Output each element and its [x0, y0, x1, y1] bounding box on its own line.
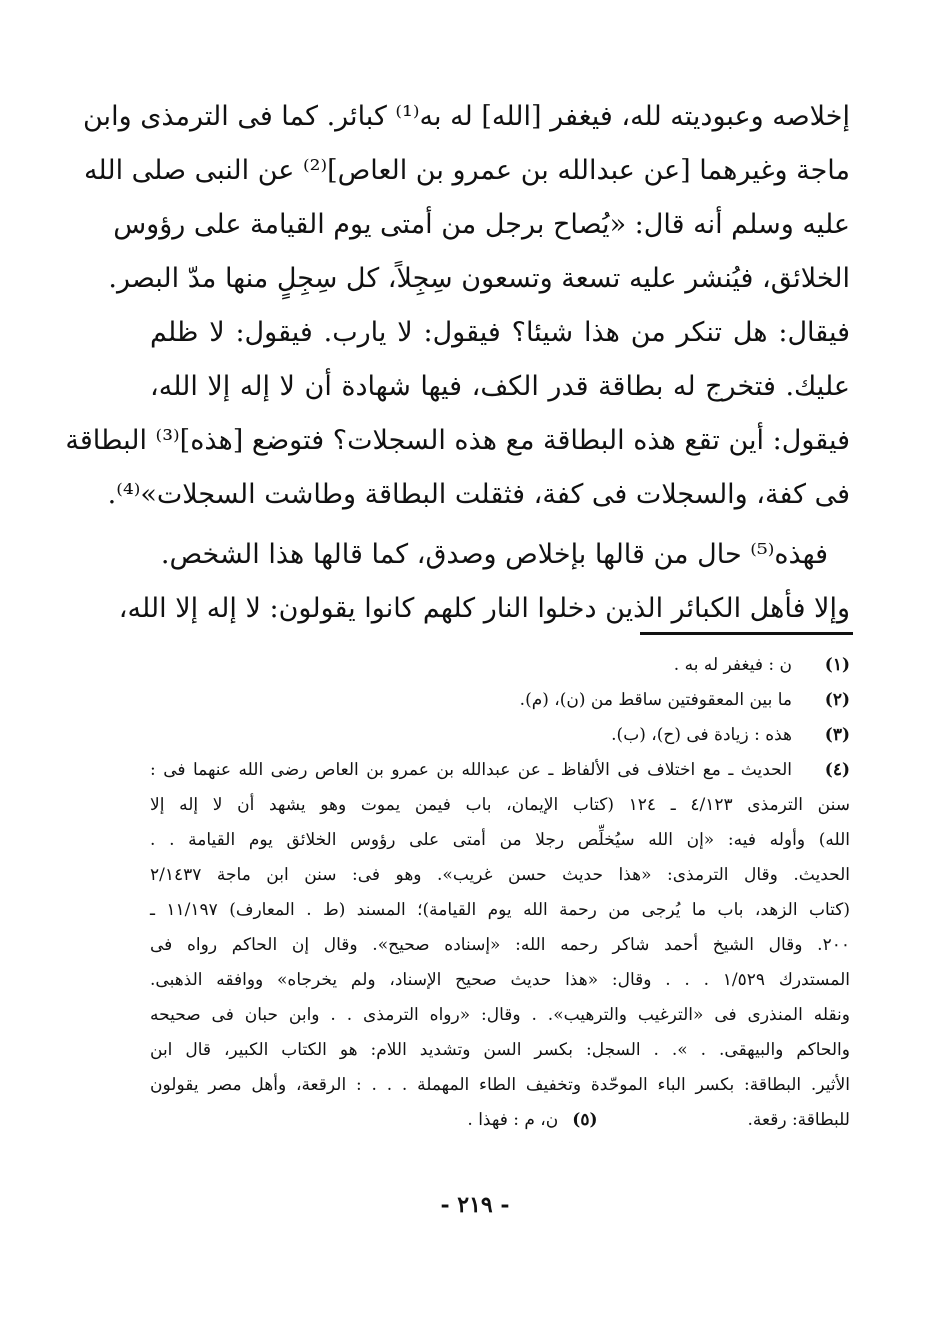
footnote-4-line: المستدرك ١/٥٢٩ . . . وقال: «هذا حديث صحيح الإسناد، ولم يخرجاه» ووافقه الذهبى.: [150, 970, 850, 990]
footnote-4-line: ٢٠٠. وقال الشيخ أحمد شاكر رحمه الله: «إسناده صحيح». وقال إن الحاكم رواه فى: [150, 935, 850, 955]
footnote-separator: [640, 632, 853, 635]
footnote-number: (٣): [824, 725, 850, 745]
footnote-2: [150, 683, 850, 718]
footnote-text: ما بين المعقوفتين ساقط من (ن)، (م).: [519, 690, 792, 710]
footnote-number: (٢): [824, 690, 850, 710]
footnote-4-line: الأثير. البطاقة: بكسر الباء الموحّدة وتخفيف الطاء المهملة . . . : الرقعة، وأهل مصر يقولون: [150, 1075, 850, 1095]
text-line: فيقال: هل تنكر من هذا شيئا؟ فيقول: لا يارب. فيقول: لا ظلم: [150, 317, 850, 348]
footnote-4-last-and-5: [150, 1103, 850, 1138]
footnote-4-line: سنن الترمذى ٤/١٢٣ ـ ١٢٤ (كتاب الإيمان، باب فيمن يموت وهو يشهد أن لا إله إلا: [150, 795, 850, 815]
paragraph-start-line: [150, 528, 850, 582]
text-line: عليه وسلم أنه قال: «يُصاح برجل من أمتى يوم القيامة على رؤوس: [113, 209, 850, 240]
text-line: وإلا فأهل الكبائر الذين دخلوا النار كلهم كانوا يقولون: لا إله إلا الله،: [118, 593, 850, 624]
page-number: - ٢١٩ -: [440, 1192, 510, 1218]
footnote-4-line: والحاكم والبيهقى. . ». . السجل: بكسر السن وتشديد اللام: هو الكتاب الكبير، قال ابن: [150, 1040, 850, 1060]
footnote-3: [150, 718, 850, 753]
footnote-4-line: الله) وأوله فيه: «إن الله سيُخلِّص رجلا من أمتى على رؤوس الخلائق يوم القيامة . .: [150, 830, 850, 850]
text-line: فيقول: أين تقع هذه البطاقة مع هذه السجلات؟ فتوضع [هذه]⁽³⁾ البطاقة: [65, 425, 850, 456]
text-line: عليك. فتخرج له بطاقة قدر الكف، فيها شهادة أن لا إله إلا الله،: [150, 371, 850, 402]
footnote-4-line: للبطاقة: رقعة.: [747, 1110, 850, 1130]
footnote-text: الحديث ـ مع اختلاف فى الألفاظ ـ عن عبدالله بن عمرو بن العاص رضى الله عنهما فى :: [150, 760, 792, 780]
footnote-number: (٤): [824, 760, 850, 780]
main-text: [65, 90, 850, 636]
text-line: فهذه⁽⁵⁾ حال من قالها بإخلاص وصدق، كما قالها هذا الشخص.: [160, 539, 828, 570]
footnote-4-line: الحديث. وقال الترمذى: «هذا حديث حسن غريب». وهو فى: سنن ابن ماجة ٢/١٤٣٧: [150, 865, 850, 885]
footnote-1: [150, 648, 850, 683]
footnote-number: (٥): [572, 1110, 598, 1130]
text-line: إخلاصه وعبوديته لله، فيغفر [الله] له به⁽¹⁾ كبائر. كما فى الترمذى وابن: [83, 101, 850, 132]
text-line: الخلائق، فيُنشر عليه تسعة وتسعون سِجِلاً، كل سِجِلٍ منها مدّ البصر.: [108, 263, 850, 294]
footnote-4: [150, 753, 850, 788]
footnote-text: ن : فيغفر له به .: [673, 655, 792, 675]
footnote-5-text: ن، م : فهذا .: [467, 1110, 559, 1130]
text-line: ماجة وغيرهما [عن عبدالله بن عمرو بن العاص]⁽²⁾ عن النبى صلى الله: [83, 155, 850, 186]
footnote-number: (١): [824, 655, 850, 675]
text-line: فى كفة، والسجلات فى كفة، فثقلت البطاقة وطاشت السجلات»⁽⁴⁾.: [107, 479, 850, 510]
footnote-text: هذه : زيادة فى (ح)، (ب).: [611, 725, 792, 745]
footnote-4-line: ونقله المنذرى فى «الترغيب والترهيب». . وقال: «رواه الترمذى . . وابن حبان فى صحيحه: [150, 1005, 850, 1025]
footnotes: [150, 648, 850, 1138]
footnote-4-line: (كتاب الزهد، باب ما يُرجى من رحمة الله يوم القيامة)؛ المسند (ط . المعارف) ١١/١٩٧ ـ: [150, 900, 850, 920]
